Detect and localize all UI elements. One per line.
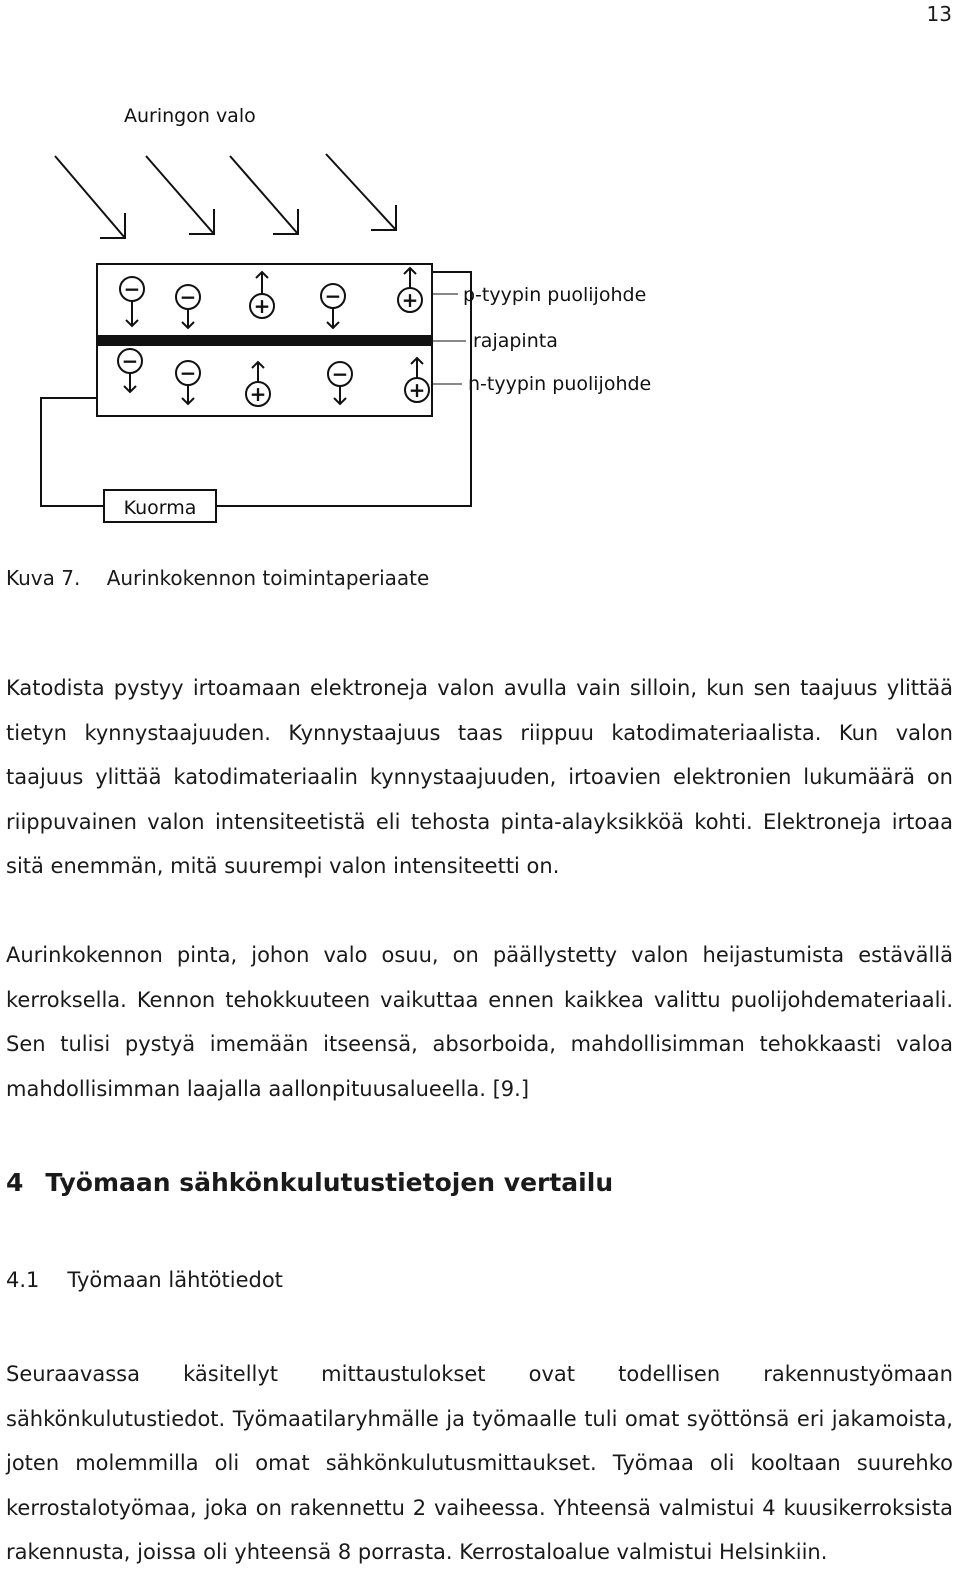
electron-sign: − xyxy=(179,361,197,385)
electron-sign: − xyxy=(324,284,342,308)
junction-label: rajapinta xyxy=(473,330,558,352)
caption-number: Kuva 7. xyxy=(6,566,81,590)
sunlight-arrow xyxy=(326,154,396,230)
hole-sign: + xyxy=(401,288,419,312)
circuit-wire-left xyxy=(41,398,104,506)
subsection-heading xyxy=(6,1268,283,1292)
sunlight-arrow xyxy=(55,156,125,238)
section-title: Työmaan sähkönkulutustietojen vertailu xyxy=(45,1168,614,1197)
electron-sign: − xyxy=(179,285,197,309)
subsection-title: Työmaan lähtötiedot xyxy=(67,1268,283,1292)
section-heading xyxy=(6,1168,613,1197)
junction-layer xyxy=(97,335,432,346)
paragraph: Seuraavassa käsitellyt mittaustulokset ovat todellisen rakennustyömaan sähkönkulutustiedot. Työmaatilaryhmälle ja työmaalle tuli omat syöttönsä eri jakamoista, joten molemmilla oli omat sähkönkulutusmittaukset. Työmaa oli kooltaan suurehko kerrostalotyömaa, joka on rakennettu 2 vaiheessa. Yhteensä valmistui 4 kuusikerroksista rakennusta, joissa oli yhteensä 8 porrasta. Kerrostaloalue valmistui Helsinkiin. xyxy=(6,1362,953,1564)
hole-sign: + xyxy=(253,294,271,318)
sunlight-arrow xyxy=(146,156,214,234)
paragraph: Aurinkokennon pinta, johon valo osuu, on päällystetty valon heijastumista estävällä kerroksella. Kennon tehokkuuteen vaikuttaa ennen kaikkea valittu puolijohdemateriaali. Sen tulisi pystyä imemään itseensä, absorboida, mahdollisimman tehokkaasti valoa mahdollisimman laajalla aallonpituusalueella. [9.] xyxy=(6,943,953,1101)
sunlight-label: Auringon valo xyxy=(124,105,256,127)
section-number: 4 xyxy=(6,1168,24,1197)
load-label: Kuorma xyxy=(123,497,197,519)
page-number: 13 xyxy=(926,2,952,26)
hole-sign: + xyxy=(249,382,267,406)
hole-sign: + xyxy=(408,378,426,402)
n-type-label: n-tyypin puolijohde xyxy=(468,373,652,395)
electron-sign: − xyxy=(331,362,349,386)
electron-sign: − xyxy=(121,349,139,373)
p-type-label: p-tyypin puolijohde xyxy=(463,284,647,306)
sunlight-arrow xyxy=(230,156,298,234)
subsection-number: 4.1 xyxy=(6,1268,40,1292)
figure-caption xyxy=(6,566,429,590)
caption-text: Aurinkokennon toimintaperiaate xyxy=(106,566,430,590)
solar-cell-diagram xyxy=(0,96,700,536)
electron-sign: − xyxy=(123,277,141,301)
paragraph: Katodista pystyy irtoamaan elektroneja valon avulla vain silloin, kun sen taajuus ylittää tietyn kynnystaajuuden. Kynnystaajuus taas riippuu katodimateriaalista. Kun valon taajuus ylittää katodimateriaalin kynnystaajuuden, irtoavien elektronien lukumäärä on riippuvainen valon intensiteetistä eli tehosta pinta-alayksikköä kohti. Elektroneja irtoaa sitä enemmän, mitä suurempi valon intensiteetti on. xyxy=(6,676,953,878)
